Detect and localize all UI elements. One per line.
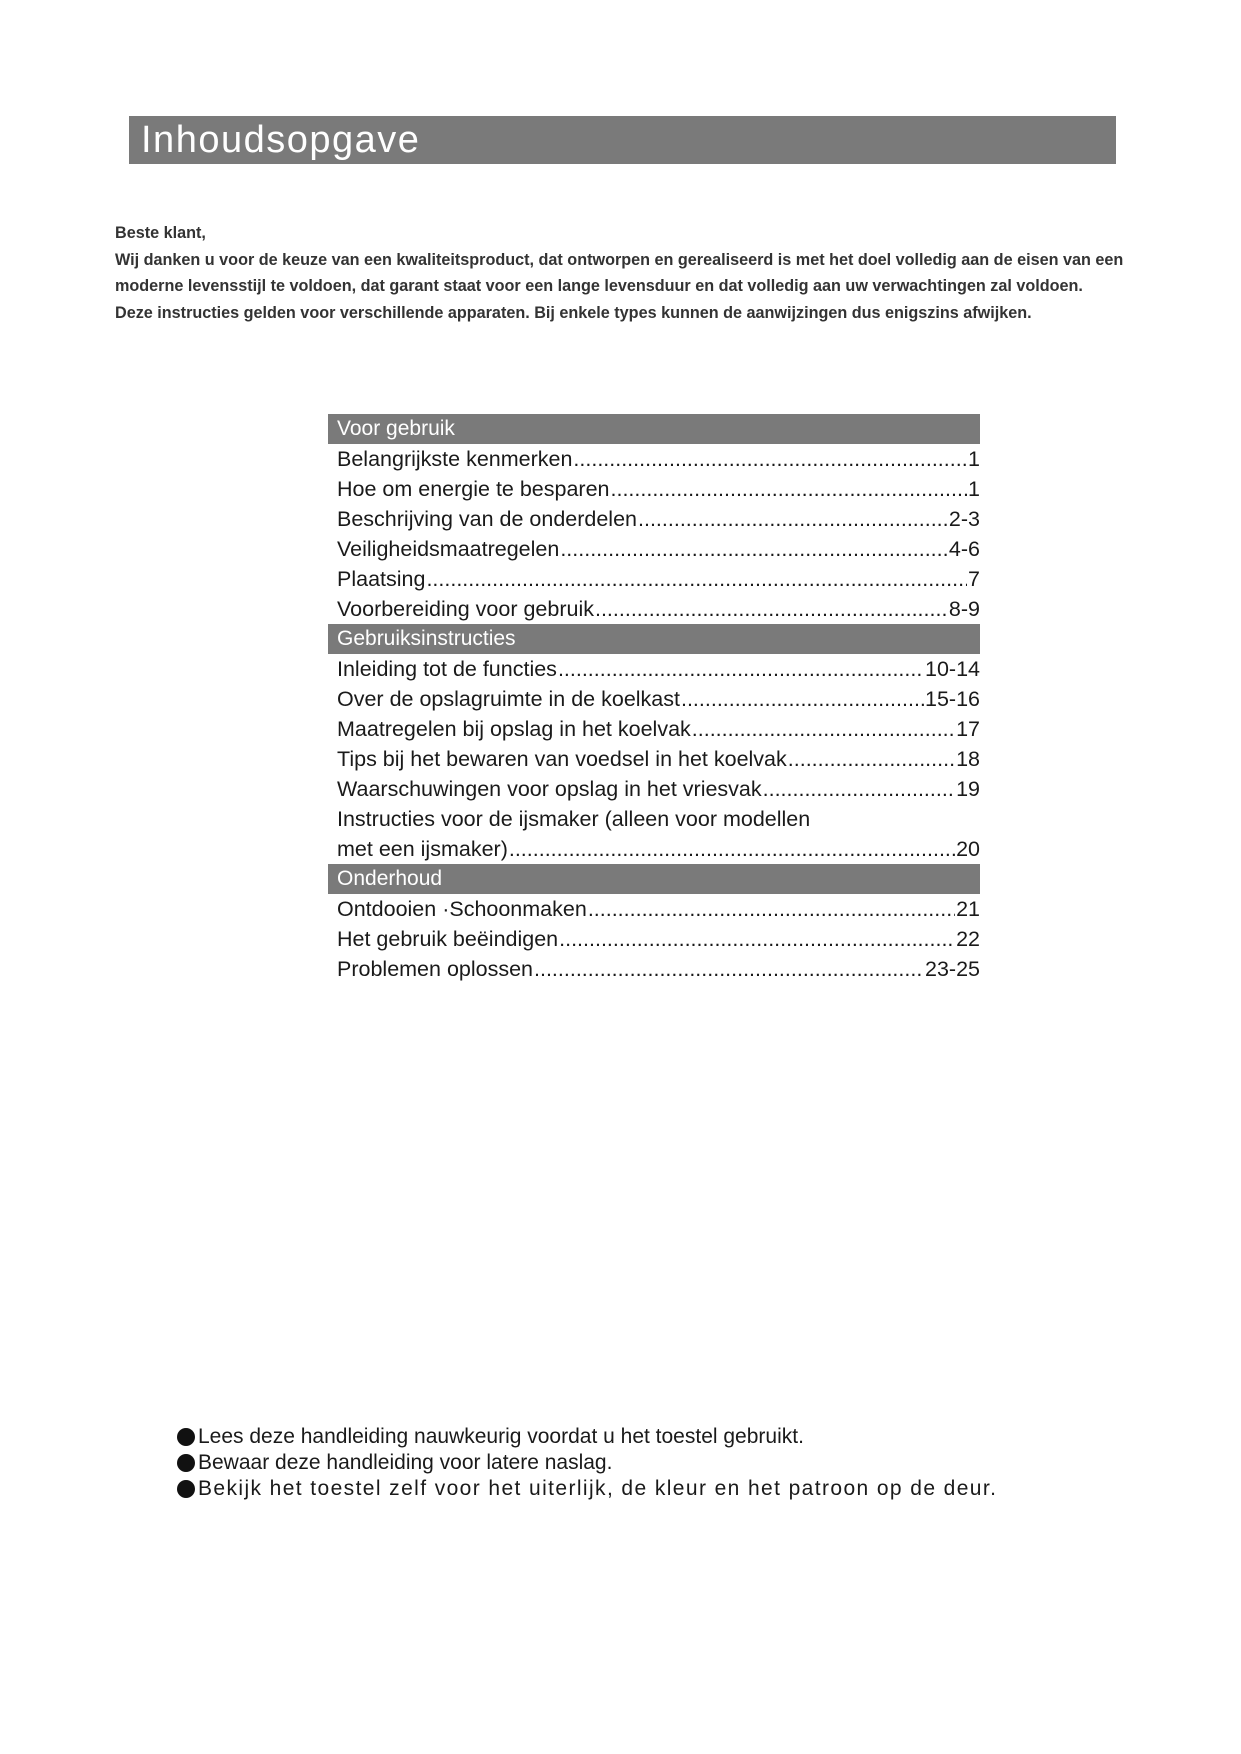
toc-section-heading: Gebruiksinstructies bbox=[328, 624, 980, 654]
toc-page-number: 15-16 bbox=[925, 687, 980, 711]
toc-entry[interactable]: Voorbereiding voor gebruik ..... 8-9 bbox=[328, 594, 980, 624]
toc-entry[interactable]: Ontdooien ·Schoonmaken ..... 21 bbox=[328, 894, 980, 924]
toc-entry[interactable]: Hoe om energie te besparen ..... 1 bbox=[328, 474, 980, 504]
bullet-icon bbox=[177, 1428, 195, 1446]
toc-page-number: 4-6 bbox=[948, 537, 980, 561]
toc-page-number: 17 bbox=[956, 717, 980, 741]
toc-page-number: 19 bbox=[956, 777, 980, 801]
toc-page-number: 7 bbox=[968, 567, 980, 591]
toc-page-number: 22 bbox=[956, 927, 980, 951]
toc-entry[interactable]: Waarschuwingen voor opslag in het vriesvak ..... 19 bbox=[328, 774, 980, 804]
page-title-bar bbox=[129, 116, 1116, 164]
toc-page-number: 18 bbox=[956, 747, 980, 771]
toc-page-number: 21 bbox=[956, 897, 980, 921]
toc-entry[interactable]: Problemen oplossen ..... 23-25 bbox=[328, 954, 980, 984]
note-item: Bewaar deze handleiding voor latere naslag. bbox=[177, 1450, 1077, 1476]
toc-entry[interactable]: Tips bij het bewaren van voedsel in het koelvak ..... 18 bbox=[328, 744, 980, 774]
toc-entry[interactable]: Plaatsing ..... 7 bbox=[328, 564, 980, 594]
toc-entry[interactable]: Over de opslagruimte in de koelkast ..... 15-16 bbox=[328, 684, 980, 714]
toc-section-heading: Onderhoud bbox=[328, 864, 980, 894]
bullet-icon bbox=[177, 1480, 195, 1498]
toc-entry[interactable]: Belangrijkste kenmerken ..... 1 bbox=[328, 444, 980, 474]
toc-page-number: 10-14 bbox=[925, 657, 980, 681]
toc-page-number: 1 bbox=[968, 447, 980, 471]
intro-line: Deze instructies gelden voor verschillende apparaten. Bij enkele types kunnen de aanwijzingen dus enigszins afwijken. bbox=[115, 303, 1032, 322]
intro-line: Wij danken u voor de keuze van een kwaliteitsproduct, dat ontworpen en gerealiseerd is met het doel volledig aan de eisen van een bbox=[115, 250, 1124, 269]
page-title: Inhoudsopgave bbox=[141, 119, 421, 161]
table-of-contents bbox=[328, 414, 980, 984]
toc-entry[interactable]: Inleiding tot de functies ..... 10-14 bbox=[328, 654, 980, 684]
usage-notes bbox=[177, 1424, 1077, 1502]
toc-entry[interactable]: Maatregelen bij opslag in het koelvak ..... 17 bbox=[328, 714, 980, 744]
toc-page-number: 2-3 bbox=[948, 507, 980, 531]
toc-page-number: 20 bbox=[956, 837, 980, 861]
toc-page-number: 1 bbox=[968, 477, 980, 501]
intro-greeting: Beste klant, bbox=[115, 224, 206, 242]
toc-page-number: 23-25 bbox=[925, 957, 980, 981]
intro-line: moderne levensstijl te voldoen, dat garant staat voor een lange levensduur en dat volledig aan uw verwachtingen zal voldoen. bbox=[115, 277, 1083, 295]
toc-entry[interactable]: Het gebruik beëindigen ..... 22 bbox=[328, 924, 980, 954]
intro-text bbox=[115, 220, 1145, 326]
toc-entry-first-line[interactable]: Instructies voor de ijsmaker (alleen voor modellen bbox=[337, 807, 811, 831]
note-item: Bekijk het toestel zelf voor het uiterlijk, de kleur en het patroon op de deur. bbox=[177, 1476, 1077, 1502]
toc-entry[interactable]: Veiligheidsmaatregelen ..... 4-6 bbox=[328, 534, 980, 564]
toc-page-number: 8-9 bbox=[948, 597, 980, 621]
note-item: Lees deze handleiding nauwkeurig voordat u het toestel gebruikt. bbox=[177, 1424, 1077, 1450]
toc-section-heading: Voor gebruik bbox=[328, 414, 980, 444]
toc-entry[interactable]: Beschrijving van de onderdelen ..... 2-3 bbox=[328, 504, 980, 534]
toc-entry[interactable]: met een ijsmaker) ..... 20 bbox=[328, 834, 980, 864]
bullet-icon bbox=[177, 1454, 195, 1472]
